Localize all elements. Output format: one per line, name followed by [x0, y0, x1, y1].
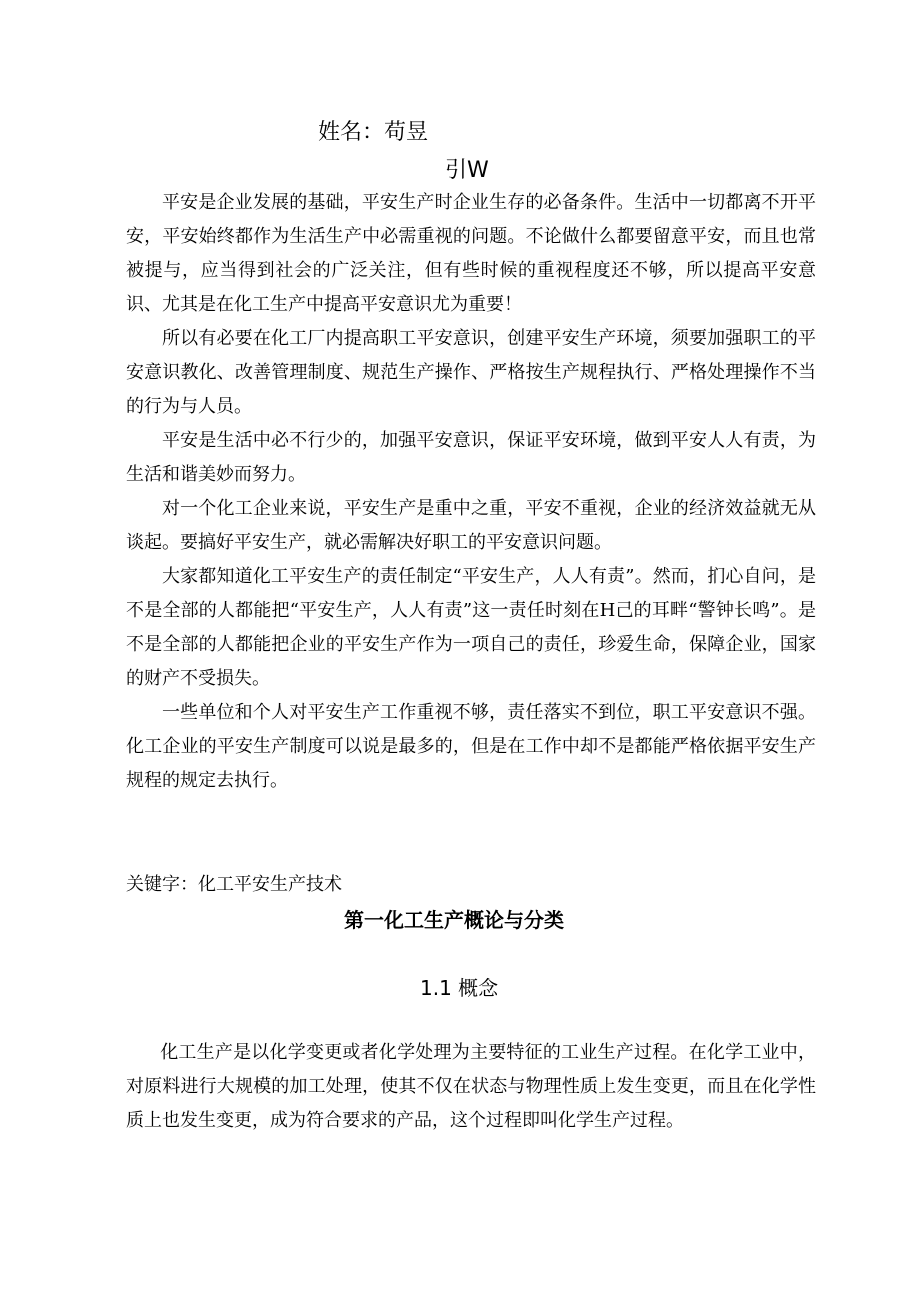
- intro-paragraph-5: 大家都知道化工平安生产的责任制定“平安生产，人人有责”。然而，扪心自问，是不是全部的人都能把“平安生产，人人有责”这一责任时刻在H己的耳畔“警钟长鸣”。是不是全部的人都能把企业的平安生产作为一项自己的责任，珍爱生命，保障企业，国家的财产不受损失。: [126, 566, 816, 689]
- intro-paragraph-2: 所以有必要在化工厂内提高职工平安意识，创建平安生产环境，须要加强职工的平安意识教化、改善管理制度、规范生产操作、严格按生产规程执行、严格处理操作不当的行为与人员。: [126, 328, 816, 417]
- intro-section: [126, 186, 816, 798]
- intro-paragraph-1: 平安是企业发展的基础，平安生产时企业生存的必备条件。生活中一切都离不开平安，平安始终都作为生活生产中必需重视的问题。不论做什么都要留意平安，而且也常被提与，应当得到社会的广泛关注，但有些时候的重视程度还不够，所以提高平安意识、尤其是在化工生产中提高平安意识尤为重要！: [126, 192, 816, 315]
- author-line: 姓名：苟昱: [318, 120, 429, 145]
- chapter-title: 第一化工生产概论与分类: [344, 908, 564, 932]
- intro-paragraph-6: 一些单位和个人对平安生产工作重视不够，责任落实不到位，职工平安意识不强。化工企业的平安生产制度可以说是最多的，但是在工作中却不是都能严格依据平安生产规程的规定去执行。: [126, 702, 816, 791]
- section-paragraph: 化工生产是以化学变更或者化学处理为主要特征的工业生产过程。在化学工业中，对原料进行大规模的加工处理，使其不仅在状态与物理性质上发生变更，而且在化学性质上也发生变更，成为符合要求的产品，这个过程即叫化学生产过程。: [126, 1042, 816, 1131]
- section-title: 1.1 概念: [420, 976, 499, 1000]
- keywords-line: 关键字：化工平安生产技术: [126, 874, 342, 895]
- section-body: [126, 1036, 816, 1138]
- intro-paragraph-3: 平安是生活中必不行少的，加强平安意识，保证平安环境，做到平安人人有责，为生活和谐美妙而努力。: [126, 430, 816, 485]
- intro-heading: 引W: [445, 158, 489, 183]
- intro-paragraph-4: 对一个化工企业来说，平安生产是重中之重，平安不重视，企业的经济效益就无从谈起。要搞好平安生产，就必需解决好职工的平安意识问题。: [126, 498, 816, 553]
